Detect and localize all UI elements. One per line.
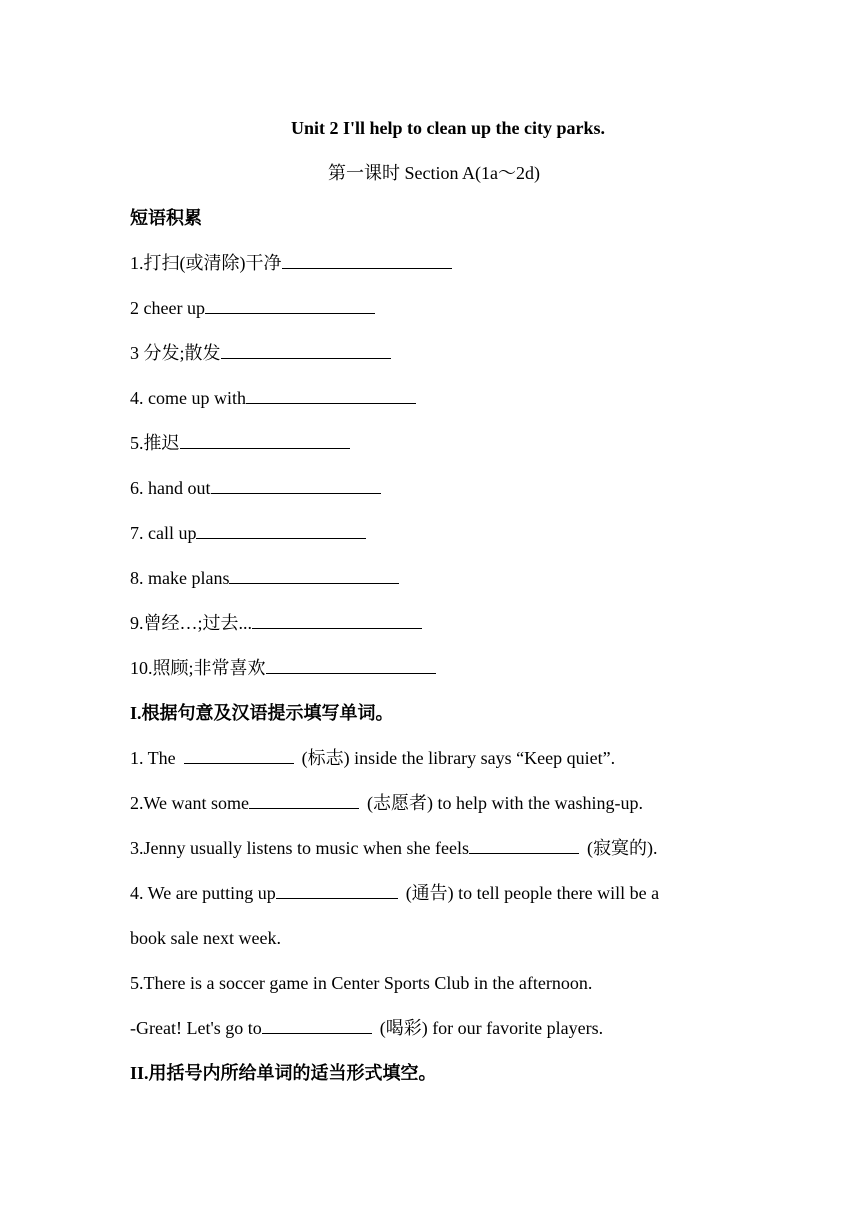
phrase-item-8 <box>130 566 399 590</box>
question-5-response <box>130 1016 603 1040</box>
question-text: 1. The <box>130 748 176 768</box>
answer-blank[interactable] <box>266 656 436 674</box>
question-text: (标志) inside the library says “Keep quiet”. <box>301 748 616 768</box>
question-5: 5.There is a soccer game in Center Sports Club in the afternoon. <box>130 973 593 993</box>
phrase-text: 4. come up with <box>130 388 246 408</box>
phrase-item-7 <box>130 521 366 545</box>
section1-heading: I.根据句意及汉语提示填写单词。 <box>130 703 394 723</box>
phrase-text: 2 cheer up <box>130 298 205 318</box>
phrase-text: 9.曾经…;过去... <box>130 613 253 633</box>
phrase-text: 6. hand out <box>130 478 211 498</box>
answer-blank[interactable] <box>262 1016 372 1034</box>
question-text: -Great! Let's go to <box>130 1018 262 1038</box>
answer-blank[interactable] <box>184 746 294 764</box>
phrase-item-9 <box>130 611 422 635</box>
question-1 <box>130 746 615 770</box>
phrase-item-3 <box>130 341 391 365</box>
phrase-item-2 <box>130 296 375 320</box>
answer-blank[interactable] <box>252 611 422 629</box>
page-subtitle: 第一课时 Section A(1a～2d) <box>328 163 540 183</box>
answer-blank[interactable] <box>229 566 399 584</box>
question-text: (志愿者) to help with the washing-up. <box>367 793 643 813</box>
question-text: (喝彩) for our favorite players. <box>379 1018 604 1038</box>
answer-blank[interactable] <box>282 251 452 269</box>
phrase-item-1 <box>130 251 452 275</box>
question-text: (通告) to tell people there will be a <box>405 883 660 903</box>
phrase-text: 5.推迟 <box>130 433 180 453</box>
phrase-text: 3 分发;散发 <box>130 343 221 363</box>
section2-heading: II.用括号内所给单词的适当形式填空。 <box>130 1063 437 1083</box>
page-title: Unit 2 I'll help to clean up the city parks. <box>290 118 606 138</box>
phrase-text: 1.打扫(或清除)干净 <box>130 253 282 273</box>
answer-blank[interactable] <box>469 836 579 854</box>
phrase-item-6 <box>130 476 381 500</box>
answer-blank[interactable] <box>246 386 416 404</box>
question-text: 4. We are putting up <box>130 883 276 903</box>
phrase-item-4 <box>130 386 416 410</box>
question-4-continued: book sale next week. <box>130 928 281 948</box>
question-text: 3.Jenny usually listens to music when she feels <box>130 838 469 858</box>
question-4 <box>130 881 659 905</box>
answer-blank[interactable] <box>249 791 359 809</box>
phrase-text: 8. make plans <box>130 568 230 588</box>
answer-blank[interactable] <box>196 521 366 539</box>
answer-blank[interactable] <box>276 881 398 899</box>
answer-blank[interactable] <box>205 296 375 314</box>
answer-blank[interactable] <box>180 431 350 449</box>
phrase-text: 7. call up <box>130 523 197 543</box>
phrases-heading: 短语积累 <box>130 208 202 228</box>
answer-blank[interactable] <box>221 341 391 359</box>
phrase-text: 10.照顾;非常喜欢 <box>130 658 266 678</box>
phrase-item-5 <box>130 431 350 455</box>
question-3 <box>130 836 657 860</box>
phrase-item-10 <box>130 656 436 680</box>
question-text: (寂寞的). <box>586 838 658 858</box>
question-2 <box>130 791 643 815</box>
question-text: 2.We want some <box>130 793 250 813</box>
answer-blank[interactable] <box>211 476 381 494</box>
